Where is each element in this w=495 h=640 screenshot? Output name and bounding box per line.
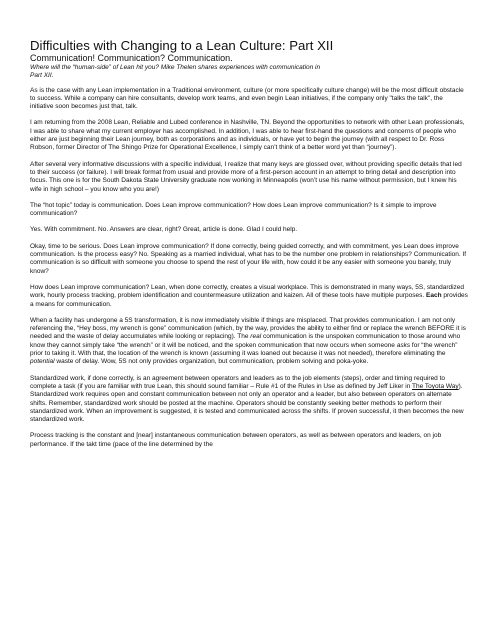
paragraph-7	[30, 284, 468, 309]
p7-text-c: provides a means for communication.	[30, 292, 468, 308]
p7-emphasis-each: Each	[426, 292, 442, 300]
intro-line	[30, 64, 468, 81]
intro-line-1: Where will the “human-side” of Lean hit you? Mike Thelen shares experiences with communication in	[30, 64, 321, 71]
paragraph-3: After several very informative discussions with a specific individual, I realize that many keys are glossed over, without providing specific details that led to their success (or failure). I will break format from usual and provide more of a first-person account in an attempt to bring detail and description into focus. This one is for the South Dakota State University graduate now working in Minneapolis (won’t use his name without permission, but I knew his wife in high school – you know who you are!)	[30, 160, 462, 193]
book-title-toyota-way: The Toyota Way	[412, 382, 459, 390]
paragraph-2: I am returning from the 2008 Lean, Reliable and Lubed conference in Nashville, TN. Beyond the opportunities to network with other Lean professionals, I was able to share what my current employer has accomplished. In addition, I was able to hear first-hand the questions and concerns of people who either are just beginning their Lean journey, both as corporations and as individuals, or have yet to begin the journey (with all respect to Dr. Ross Robson, former Director of The Shingo Prize for Operational Excellence, I simply can’t think of a better word yet than “journey”).	[30, 119, 465, 152]
p8-text-a: When a facility has undergone a 5S transformation, it is now immediately visible if things are misplaced. That provides communication. I am not only referencing the, “Hey boss, my wrench is gone” communication (which, by the way, provides the ability to either find or replace the wrench BEFORE it is needed and the waste of delay accumulates while looking or replacing). The	[30, 316, 466, 341]
intro-line-2: Part XII.	[30, 72, 54, 80]
paragraph-5: Yes. With commitment. No. Answers are clear, right? Great, article is done. Glad I could help.	[30, 226, 298, 234]
p8-emphasis-potential: potential	[30, 358, 55, 366]
paragraph-10: Process tracking is the constant and [near] instantaneous communication between operators, as well as between operators and leaders, on job performance. If the takt time (pace of the line determined by the	[30, 432, 442, 448]
paragraph-6: Okay, time to be serious. Does Lean improve communication? If done correctly, being guided correctly, and with commitment, yes Lean does improve communication. Is the process easy? No. Speaking as a married individual, what has to be the number one problem in relationships? Communication. If communication is so difficult with someone you choose to spend the rest of your life with, how could it be any easier with someone you barely, truly know?	[30, 242, 467, 275]
article	[30, 38, 468, 449]
p8-emphasis-asks: asks	[396, 341, 411, 349]
p8-text-g: waste of delay. Wow, 5S not only provides organization, but communication, problem solving and poka-yoke.	[54, 358, 369, 366]
p9-text-a: Standardized work, if done correctly, is an agreement between operators and leaders as to the job elements (steps), order and timing required to complete a task (if you are familiar with true Lean, this should sound familiar – Rule #1 of the Rules in Use as defined by Jeff Liker in	[30, 374, 446, 390]
paragraph-9	[30, 375, 468, 425]
p8-emphasis-real: real	[250, 333, 262, 341]
p8-text-e: for “the wrench” prior to taking it. With that, the location of the wrench is known (assuming it was loaned out because it was not needed), therefore eliminating the	[30, 341, 458, 358]
paragraph-8	[30, 317, 468, 367]
subtitle: Communication! Communication? Communication.	[30, 53, 233, 63]
p7-text-a: How does Lean improve communication? Lean, when done correctly, creates a visual workplace. This is demonstrated in many ways, 5S, standardized work, hourly process tracking, problem identification and countermeasure utilization and kaizen. All of these tools have multiple purposes.	[30, 283, 465, 300]
paragraph-4: The “hot topic” today is communication. Does Lean improve communication? How does Lean improve communication? Is it simple to improve communication?	[30, 201, 437, 218]
paragraph-1: As is the case with any Lean implementation in a Traditional environment, culture (or more specifically culture change) will be the most difficult obstacle to success. While a company can hire consultants, develop work teams, and even begin Lean initiatives, if the company only "talks the talk", the initiative soon becomes just that, talk.	[30, 86, 464, 111]
page-title: Difficulties with Changing to a Lean Culture: Part XII	[30, 38, 334, 53]
p9-text-c: ). Standardized work requires open and constant communication between not only an operator and a leader, but also between operators on alternate shifts. Remember, standardized work should be posted at the machine. Operators should be constantly seeking better methods to perform their standardized work. When an improvement is suggested, it is tested and communicated across the shifts. If proven successful, it then becomes the new standardized work.	[30, 382, 464, 424]
p8-text-c: communication is the unspoken communication to those around who know they cannot simply take “the wrench” or it will be noticed, and the spoken communication that now occurs when someone	[30, 333, 461, 349]
